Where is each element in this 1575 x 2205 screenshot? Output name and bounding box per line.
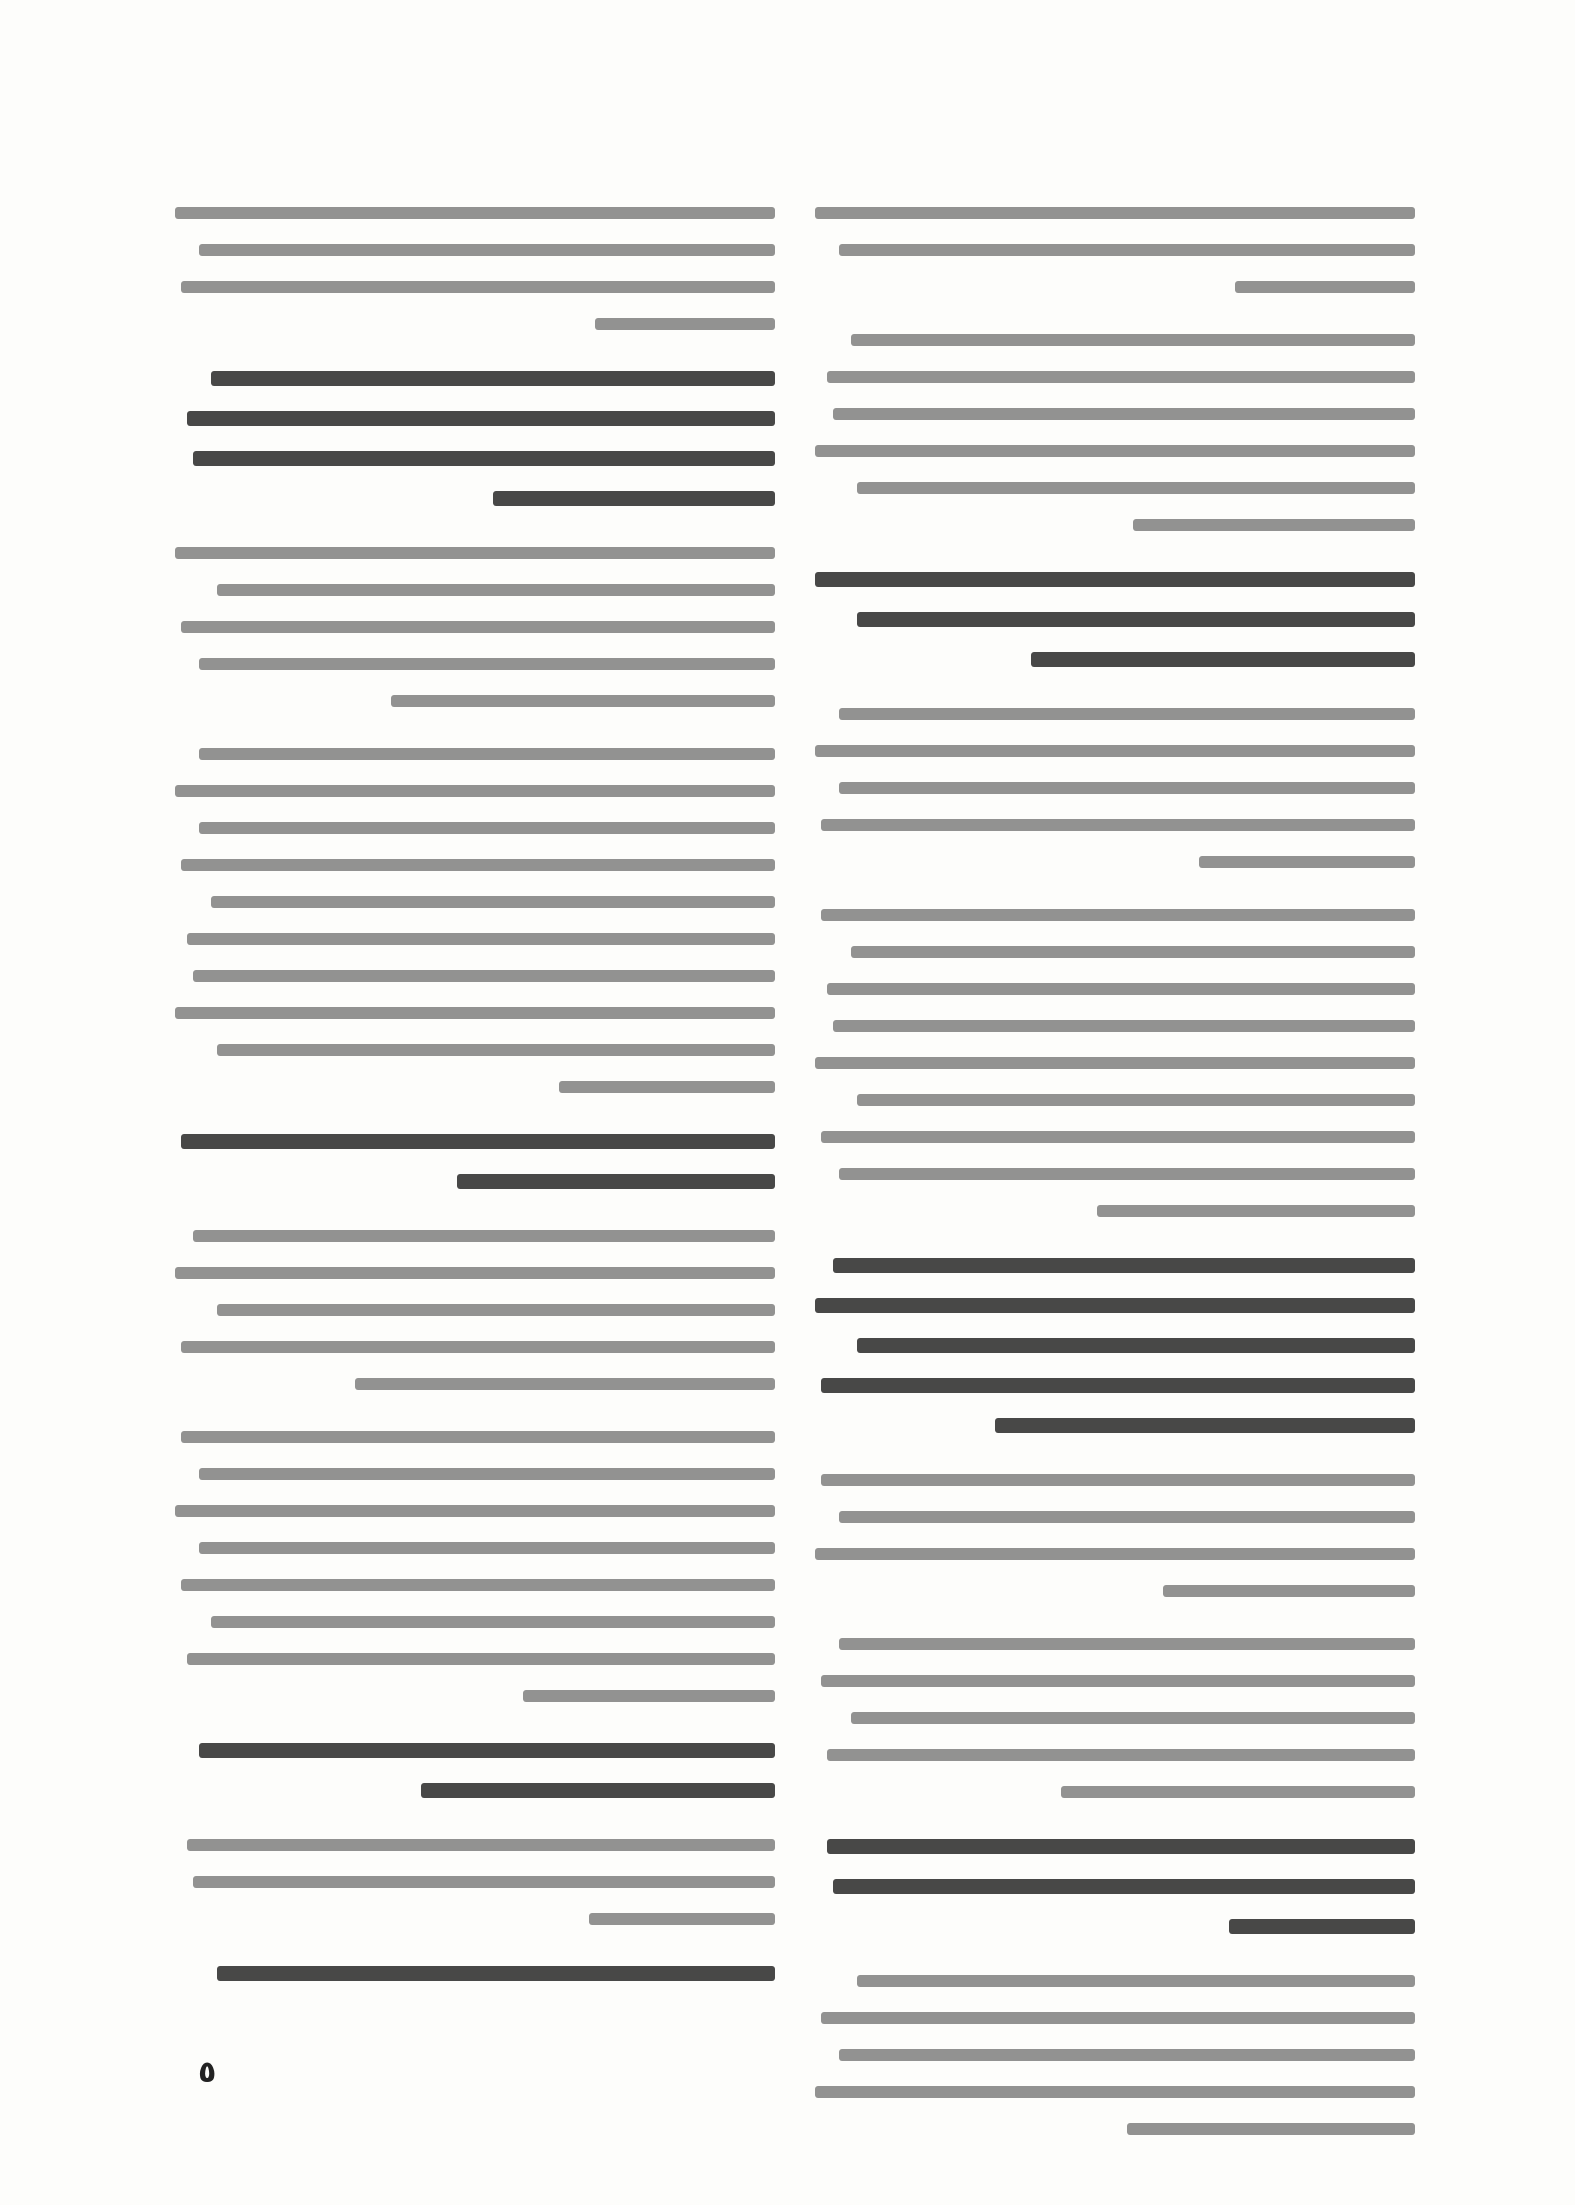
text-line xyxy=(857,1975,1415,1987)
paragraph xyxy=(175,535,775,720)
paragraph xyxy=(175,1954,775,1994)
page-number: ٥ xyxy=(198,2055,217,2090)
text-line xyxy=(493,491,775,506)
text-line xyxy=(181,621,775,633)
paragraph xyxy=(815,1963,1415,2148)
text-line xyxy=(815,572,1415,587)
text-line xyxy=(833,1020,1415,1032)
text-line xyxy=(839,1168,1415,1180)
paragraph xyxy=(815,696,1415,881)
text-line xyxy=(1031,652,1415,667)
text-line xyxy=(821,1474,1415,1486)
paragraph xyxy=(175,359,775,519)
text-line xyxy=(355,1378,775,1390)
text-line xyxy=(589,1913,775,1925)
text-line xyxy=(1133,519,1415,531)
text-line xyxy=(217,584,775,596)
text-line xyxy=(1061,1786,1415,1798)
text-line xyxy=(175,207,775,219)
text-line xyxy=(187,1839,775,1851)
text-line xyxy=(559,1081,775,1093)
text-line xyxy=(217,1304,775,1316)
text-line xyxy=(181,1431,775,1443)
paragraph xyxy=(175,1419,775,1715)
text-line xyxy=(821,909,1415,921)
paragraph xyxy=(175,1731,775,1811)
paragraph xyxy=(175,1827,775,1938)
text-line xyxy=(181,1341,775,1353)
paragraph xyxy=(815,560,1415,680)
text-line xyxy=(199,1468,775,1480)
paragraph xyxy=(175,1122,775,1202)
left-column xyxy=(175,195,775,1995)
paragraph xyxy=(815,195,1415,306)
text-line xyxy=(827,983,1415,995)
text-line xyxy=(181,859,775,871)
text-line xyxy=(815,1057,1415,1069)
paragraph xyxy=(815,1626,1415,1811)
text-line xyxy=(995,1418,1415,1433)
text-line xyxy=(815,1298,1415,1313)
text-line xyxy=(199,822,775,834)
text-line xyxy=(857,1338,1415,1353)
text-line xyxy=(839,708,1415,720)
text-line xyxy=(833,1258,1415,1273)
text-line xyxy=(199,658,775,670)
text-line xyxy=(193,970,775,982)
text-line xyxy=(175,1267,775,1279)
text-line xyxy=(815,2086,1415,2098)
text-line xyxy=(857,1094,1415,1106)
text-line xyxy=(821,1378,1415,1393)
text-line xyxy=(1127,2123,1415,2135)
text-line xyxy=(595,318,775,330)
text-line xyxy=(1097,1205,1415,1217)
text-line xyxy=(815,207,1415,219)
text-line xyxy=(839,1638,1415,1650)
text-line xyxy=(193,1230,775,1242)
text-line xyxy=(211,1616,775,1628)
paragraph xyxy=(815,1462,1415,1610)
text-line xyxy=(833,408,1415,420)
text-line xyxy=(839,244,1415,256)
right-column xyxy=(815,195,1415,1995)
text-line xyxy=(199,748,775,760)
text-line xyxy=(175,1505,775,1517)
paragraph xyxy=(175,1218,775,1403)
text-line xyxy=(1229,1919,1415,1934)
text-line xyxy=(199,244,775,256)
paragraph xyxy=(175,195,775,343)
text-line xyxy=(187,411,775,426)
text-line xyxy=(217,1044,775,1056)
text-line xyxy=(1163,1585,1415,1597)
text-line xyxy=(839,1511,1415,1523)
text-line xyxy=(181,1579,775,1591)
text-line xyxy=(193,1876,775,1888)
text-line xyxy=(187,1653,775,1665)
text-line xyxy=(187,933,775,945)
text-line xyxy=(815,445,1415,457)
text-line xyxy=(851,334,1415,346)
text-line xyxy=(175,785,775,797)
text-line xyxy=(833,1879,1415,1894)
text-line xyxy=(175,547,775,559)
text-line xyxy=(523,1690,775,1702)
paragraph xyxy=(815,322,1415,544)
text-line xyxy=(175,1007,775,1019)
text-line xyxy=(199,1743,775,1758)
text-line xyxy=(839,782,1415,794)
text-line xyxy=(821,2012,1415,2024)
paragraph xyxy=(815,1827,1415,1947)
text-line xyxy=(211,896,775,908)
text-line xyxy=(211,371,775,386)
text-line xyxy=(1199,856,1415,868)
text-line xyxy=(421,1783,775,1798)
paragraph xyxy=(815,1246,1415,1446)
text-line xyxy=(857,482,1415,494)
text-line xyxy=(199,1542,775,1554)
paragraph xyxy=(815,897,1415,1230)
paragraph xyxy=(175,736,775,1106)
text-line xyxy=(815,1548,1415,1560)
text-line xyxy=(821,1131,1415,1143)
text-line xyxy=(839,2049,1415,2061)
text-line xyxy=(193,451,775,466)
text-line xyxy=(857,612,1415,627)
text-line xyxy=(821,1675,1415,1687)
text-line xyxy=(457,1174,775,1189)
text-line xyxy=(181,1134,775,1149)
text-line xyxy=(827,371,1415,383)
text-line xyxy=(827,1749,1415,1761)
text-line xyxy=(851,946,1415,958)
text-line xyxy=(815,745,1415,757)
text-line xyxy=(851,1712,1415,1724)
text-line xyxy=(821,819,1415,831)
text-line xyxy=(391,695,775,707)
text-line xyxy=(181,281,775,293)
text-line xyxy=(827,1839,1415,1854)
text-line xyxy=(217,1966,775,1981)
text-line xyxy=(1235,281,1415,293)
